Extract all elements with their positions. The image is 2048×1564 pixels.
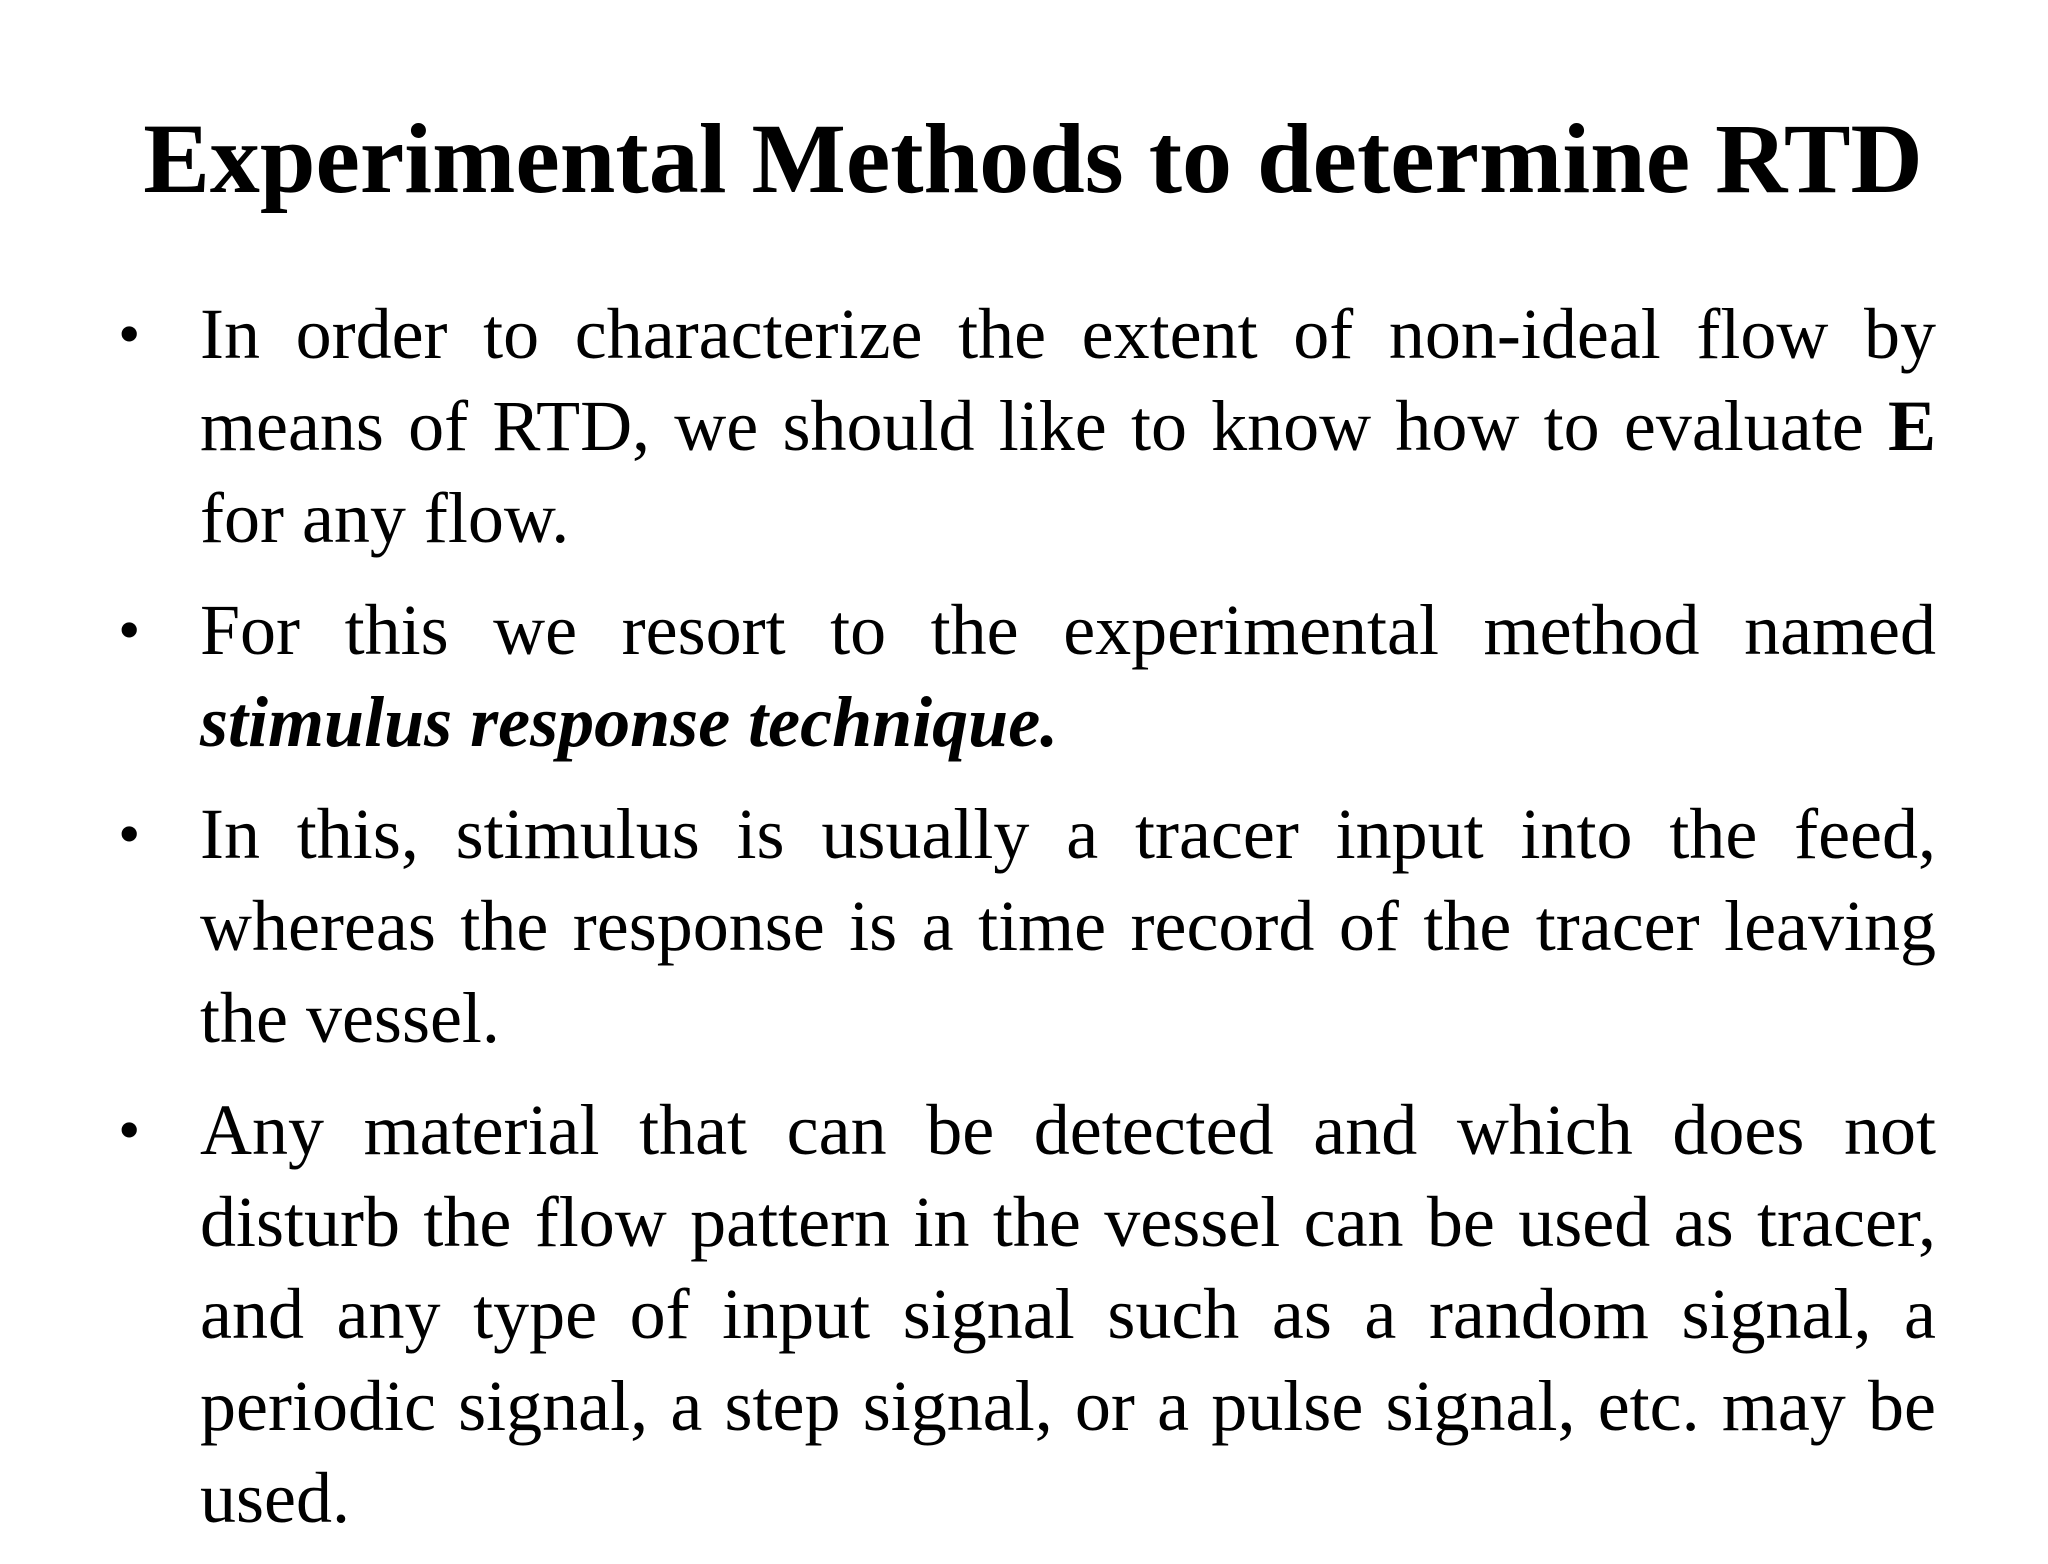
- bullet-marker: •: [118, 298, 141, 369]
- bullet-text: Any material that can be detected and which does not disturb the flow pattern in the vessel can be used as tracer, and any type of input signal such as a random signal, a periodic signal, a step signal, or a pulse signal, etc. may be used.: [200, 1090, 1936, 1538]
- bullet-text-end: for any flow.: [200, 478, 570, 558]
- bullet-marker: •: [118, 594, 141, 665]
- bullet-text: In order to characterize the extent of non-ideal flow by means of RTD, we should like to know how to evaluate: [200, 294, 1936, 466]
- bullet-text: For this we resort to the experimental method named: [200, 590, 1936, 670]
- bullet-marker: •: [118, 798, 141, 869]
- bullet-item-3: [118, 788, 1936, 1064]
- bullet-list: [118, 288, 1936, 1564]
- bullet-marker: •: [118, 1094, 141, 1165]
- bullet-text: In this, stimulus is usually a tracer input into the feed, whereas the response is a time record of the tracer leaving the vessel.: [200, 794, 1936, 1058]
- bullet-emphasis-technique: stimulus response technique.: [200, 682, 1059, 762]
- bullet-item-2: [118, 584, 1936, 768]
- bullet-item-4: [118, 1084, 1936, 1544]
- slide-title: Experimental Methods to determine RTD: [143, 103, 1923, 214]
- bullet-emphasis-E: E: [1887, 386, 1936, 466]
- bullet-item-1: [118, 288, 1936, 564]
